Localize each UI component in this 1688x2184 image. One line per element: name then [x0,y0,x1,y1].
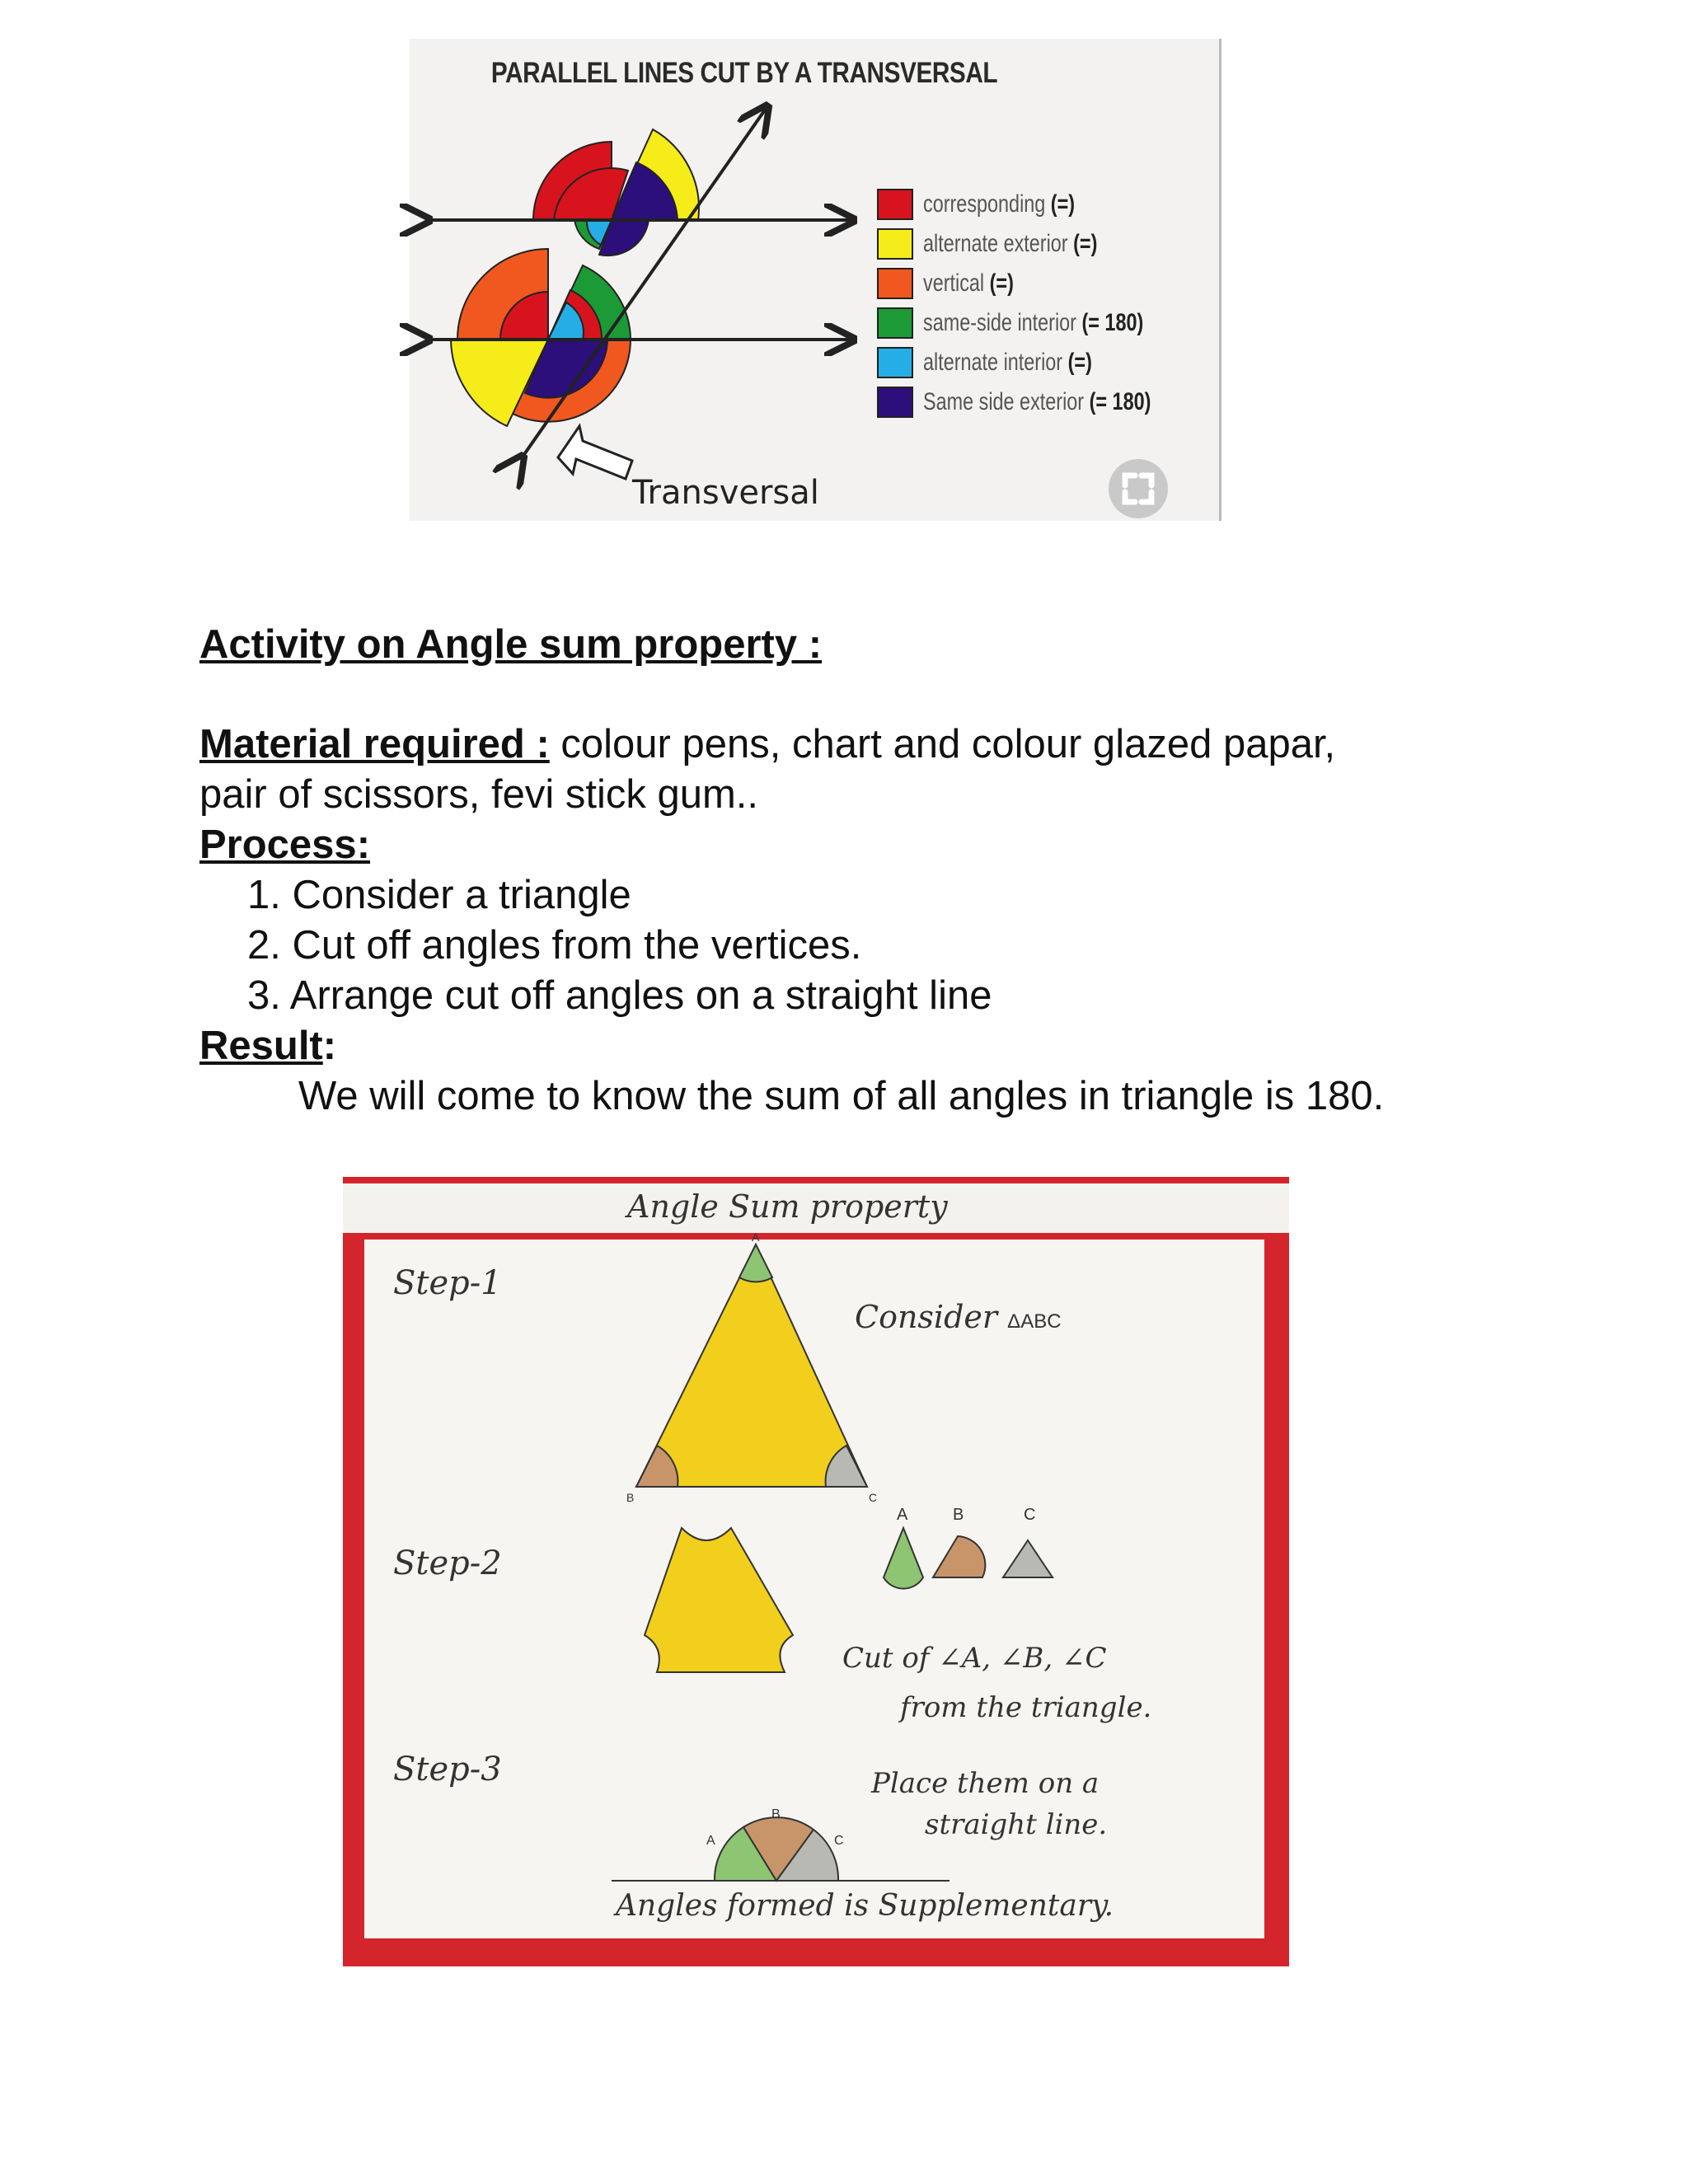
chart-paper [364,1230,1264,1938]
legend-swatch [877,307,913,339]
footer-text: Angles formed is Supplementary. [616,1889,1114,1923]
vertex-c-label: C [869,1491,878,1504]
transversal-label: Transversal [632,474,819,512]
line-label-b: B [771,1807,781,1821]
material-text-continued: pair of scissors, fevi stick gum.. [199,772,759,817]
legend-label: alternate interior [923,349,1063,376]
material-line [199,719,1335,769]
result-text: We will come to know the sum of all angles in triangle is 180. [298,1074,1385,1118]
step3-text-line2: straight line. [925,1808,1108,1841]
step3-text-line1: Place them on a [871,1767,1100,1800]
step1-text: Consider ΔABC [855,1299,1062,1335]
legend-swatch [877,189,913,220]
chart-drawings [364,1230,1264,1938]
result-label: Result [199,1024,323,1068]
cut-triangle [645,1528,793,1672]
angle-a-marker [739,1244,772,1282]
activity-heading: Activity on Angle sum property : [199,622,823,667]
process-label: Process: [199,823,371,867]
line-label-c: C [834,1834,844,1848]
expand-icon[interactable] [1109,459,1168,518]
line-label-a: A [706,1834,715,1848]
legend-label: same-side interior [923,309,1076,336]
cut-label-a: A [897,1506,908,1524]
legend-label: alternate exterior [923,230,1068,257]
legend-value: (=) [1050,190,1076,218]
step2-text-line2: from the triangle. [900,1691,1152,1724]
step1-label: Step-1 [393,1264,502,1302]
upper-angle-cluster [533,129,699,255]
vertex-a-label: A [752,1230,760,1244]
legend-label: Same side exterior [923,388,1085,415]
transversal-diagram [410,39,871,521]
process-step: 1. Consider a triangle [247,873,631,917]
legend-value: (= 180) [1081,309,1144,336]
step2-text-line1: Cut of ∠A, ∠B, ∠C [842,1642,1107,1675]
chart-title: Angle Sum property [627,1188,948,1225]
result-line-label [199,1021,336,1071]
angle-sum-chart-photo [343,1177,1289,1966]
legend-value: (=) [1067,349,1092,376]
legend-swatch [877,347,913,378]
step2-label: Step-2 [393,1544,502,1582]
legend-value: (=) [989,269,1014,297]
lower-angle-cluster [451,249,631,426]
legend-label: vertical [923,269,985,297]
legend-value: (= 180) [1089,388,1151,415]
legend-label: corresponding [923,190,1046,218]
legend-swatch [877,387,913,418]
pointer-arrow-icon [558,426,632,479]
vertex-b-label: B [626,1491,635,1504]
material-text: colour pens, chart and colour glazed papar, [549,722,1336,766]
legend-swatch [877,228,913,260]
cut-label-c: C [1024,1506,1036,1524]
cut-angle-a [884,1528,923,1589]
process-step: 3. Arrange cut off angles on a straight line [247,973,992,1018]
triangle-name: ΔABC [1007,1310,1062,1333]
figure-title: PARALLEL LINES CUT BY A TRANSVERSAL [490,57,998,89]
material-label: Material required : [199,722,550,766]
process-steps [247,870,992,1021]
result-colon: : [322,1024,337,1068]
legend-swatch [877,268,913,299]
step3-label: Step-3 [393,1750,502,1788]
process-step: 2. Cut off angles from the vertices. [247,923,862,968]
legend-value: (=) [1073,230,1098,257]
cut-label-b: B [953,1506,964,1524]
cut-angle-b [933,1536,985,1577]
transversal-figure [410,39,1221,521]
cut-angle-c [1003,1540,1053,1577]
